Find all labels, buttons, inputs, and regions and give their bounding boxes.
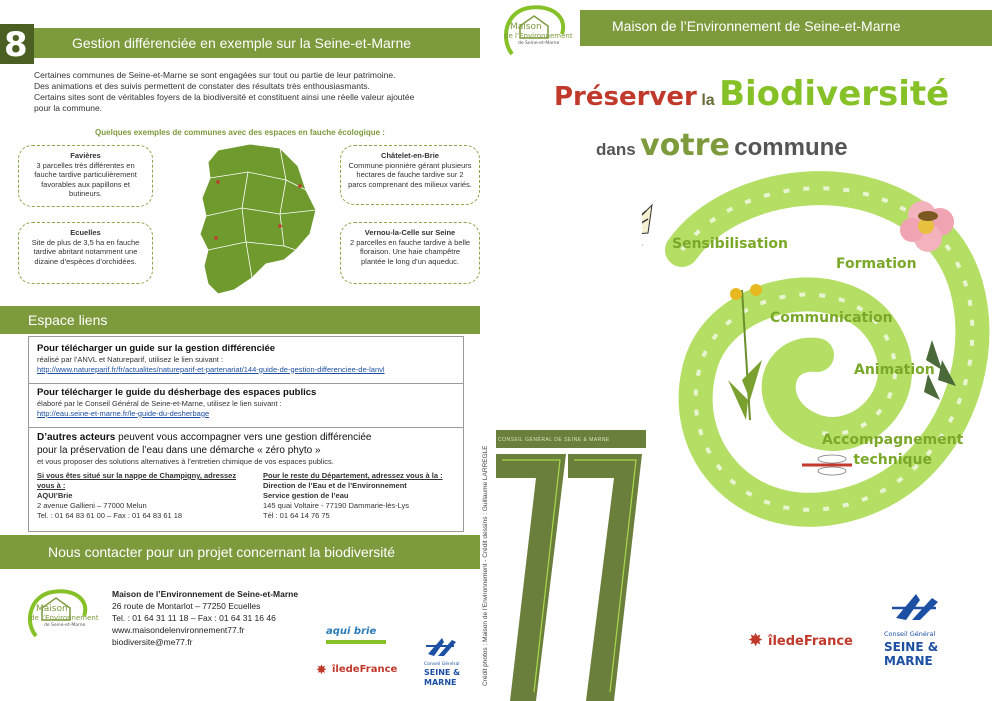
liens-title: Espace liens: [28, 312, 108, 328]
contact-street: 26 route de Montarlot – 77250 Ecuelles: [112, 601, 261, 611]
guide1-heading: Pour télécharger un guide sur la gestion différenciée: [37, 343, 276, 354]
cg77-emblem-icon: [892, 588, 942, 626]
keyword-accompagnement-line2: technique: [853, 452, 933, 468]
photo-credit: [480, 400, 492, 690]
example-text: Site de plus de 3,5 ha en fauche tardive abritant notamment une dizaine d’espèces d’orchidées.: [31, 237, 140, 266]
address-champigny: [37, 471, 242, 521]
main-title-line1: [554, 74, 949, 114]
iledefrance-logo: îledeFrance: [332, 664, 398, 675]
guide1-section: [37, 343, 462, 374]
address-condition: Pour le reste du Département, adressez vous à la :: [263, 471, 443, 480]
example-text: 2 parcelles en fauche tardive à belle floraison. Une haie champêtre plantée le long d’un aqueduc.: [349, 237, 471, 266]
contact-title: Nous contacter pour un projet concernant la biodiversité: [48, 544, 396, 560]
maison-logo-word: Maison: [510, 22, 542, 32]
example-favieres: [18, 145, 153, 207]
cg77-logo-line2: SEINE &: [424, 668, 461, 677]
address-condition: Si vous êtes situé sur la nappe de Champigny, adressez vous à :: [37, 471, 237, 490]
address-tel: Tel. : 01 64 83 61 00 – Fax : 01 64 83 61 18: [37, 511, 183, 520]
keyword-accompagnement: [822, 430, 963, 470]
cg77-logo-line3: MARNE: [884, 654, 933, 668]
intro-line: pour la commune.: [34, 103, 103, 113]
acteurs-heading: [37, 431, 462, 444]
address-street: 2 avenue Gallieni – 77000 Melun: [37, 501, 147, 510]
cg77-emblem-icon: [424, 632, 460, 660]
example-text: 3 parcelles très différentes en fauche tardive particulièrement favorables aux papillons et butineurs.: [34, 160, 137, 198]
cg77-logo-line3: MARNE: [424, 678, 457, 687]
guide2-heading: Pour télécharger le guide du désherbage des espaces publics: [37, 387, 317, 398]
acteurs-section: [37, 431, 462, 520]
title-la: la: [701, 92, 715, 109]
divider: [29, 427, 463, 428]
iledefrance-star-icon: ✸: [316, 662, 327, 677]
iledefrance-logo: îledeFrance: [768, 634, 853, 649]
aquibrie-logo: aqui brie: [326, 626, 377, 637]
example-name: Favières: [70, 151, 101, 160]
title-biodiversite: Biodiversité: [719, 74, 950, 114]
title-dans: dans: [596, 140, 636, 159]
cg77-logo-line1: Conseil Général: [884, 630, 936, 638]
keyword-accompagnement-line1: Accompagnement: [822, 432, 964, 448]
intro-paragraph: [34, 70, 434, 114]
keyword-communication: Communication: [770, 310, 893, 326]
map-marker: [298, 184, 302, 188]
title-votre: votre: [640, 128, 730, 163]
address-org: AQUI’Brie: [37, 491, 73, 500]
contact-tel: Tel. : 01 64 31 11 18 – Fax : 01 64 31 16 46: [112, 613, 276, 623]
address-street: 145 quai Voltaire - 77190 Dammarie-lès-Lys: [263, 501, 410, 510]
acteurs-heading-rest: peuvent vous accompagner vers une gestion différenciée: [115, 432, 372, 443]
address-service: Service gestion de l’eau: [263, 491, 349, 500]
example-name: Vernou-la-Celle sur Seine: [364, 228, 456, 237]
maison-logo-line2: de l’Environnement: [504, 32, 573, 40]
examples-heading: Quelques exemples de communes avec des espaces en fauche écologique :: [95, 128, 385, 137]
maison-logo-line3: de Seine-et-Marne: [518, 41, 560, 46]
maison-logo-word: Maison: [36, 604, 68, 614]
page-number: 8: [4, 25, 28, 65]
guide2-section: [37, 387, 462, 418]
contact-web[interactable]: www.maisondelenvironnement77.fr: [112, 625, 245, 635]
acteurs-line3: et vous proposer des solutions alternatives à l’entretien chimique de vos espaces publics.: [37, 457, 334, 466]
spiral-graphic: [642, 130, 992, 530]
contact-name: Maison de l’Environnement de Seine-et-Marne: [112, 589, 299, 599]
liens-box: [28, 336, 464, 532]
guide2-text: élaboré par le Conseil Général de Seine-et-Marne, utilisez le lien suivant :: [37, 399, 282, 408]
example-name: Châtelet-en-Brie: [381, 151, 439, 160]
guide1-link[interactable]: http://www.natureparif.fr/fr/actualites/natureparif-et-partenariat/144-guide-de-gestion-differenciee-de-lanvl: [37, 364, 385, 374]
acteurs-heading-bold: D’autres acteurs: [37, 432, 116, 443]
guide2-link[interactable]: http://eau.seine-et-marne.fr/le-guide-du-desherbage: [37, 408, 210, 418]
section-title: Gestion différenciée en exemple sur la Seine-et-Marne: [72, 35, 412, 51]
cg77-logo-line2: SEINE &: [884, 640, 939, 654]
address-departement: [263, 471, 468, 521]
left-page: [0, 0, 480, 701]
maison-logo-line3: de Seine-et-Marne: [44, 623, 86, 628]
map-marker: [214, 236, 218, 240]
example-ecuelles: [18, 222, 153, 284]
title-commune: commune: [734, 134, 848, 161]
aquibrie-logo-bar: [326, 640, 386, 644]
right-page: [492, 0, 992, 701]
intro-line: Certaines communes de Seine-et-Marne se sont engagées sur tout ou partie de leur patrimoine.: [34, 70, 396, 80]
iledefrance-star-icon: ✸: [748, 630, 764, 650]
butterfly-icon: [642, 205, 652, 255]
intro-line: Certains sites sont de véritables foyers de la biodiversité et constituent ainsi une réelle valeur ajoutée: [34, 92, 415, 102]
address-org: Direction de l’Eau et de l’Environnement: [263, 481, 407, 490]
keyword-formation: Formation: [836, 256, 917, 272]
contact-info: [112, 588, 298, 648]
map-marker: [216, 180, 220, 184]
example-text: Commune pionnière gérant plusieurs hectares de fauche tardive sur 2 parcs comprenant des milieux variés.: [348, 160, 472, 189]
acteurs-line2: pour la préservation de l’eau dans une démarche « zéro phyto »: [37, 445, 321, 456]
example-name: Ecuelles: [70, 228, 101, 237]
example-vernou: [340, 222, 480, 284]
title-preserver: Préserver: [554, 82, 697, 112]
photo-credit-text: Crédit photos : Maison de l’Environnement - Crédit dessins : Guillaume LARREGLE: [482, 445, 489, 686]
seine-et-marne-map: [188, 138, 323, 298]
intro-line: Des animations et des suivis permettent de constater des résultats très enthousiasmants.: [34, 81, 370, 91]
maison-logo-line2: de l’Environnement: [30, 614, 99, 622]
cg77-logo-line1: Conseil Général: [424, 662, 460, 667]
contact-email[interactable]: biodiversite@me77.fr: [112, 637, 193, 647]
keyword-animation: Animation: [854, 362, 935, 378]
address-tel: Tél : 01 64 14 76 75: [263, 511, 330, 520]
map-marker: [278, 224, 282, 228]
guide1-text: réalisé par l’ANVL et Natureparif, utilisez le lien suivant :: [37, 355, 224, 364]
number-77-graphic: [496, 430, 646, 701]
divider: [29, 383, 463, 384]
right-header-title: Maison de l’Environnement de Seine-et-Marne: [612, 18, 901, 34]
example-chatelet: [340, 145, 480, 205]
cg-band-label: CONSEIL GÉNÉRAL DE SEINE & MARNE: [498, 437, 610, 443]
keyword-sensibilisation: Sensibilisation: [672, 236, 788, 252]
